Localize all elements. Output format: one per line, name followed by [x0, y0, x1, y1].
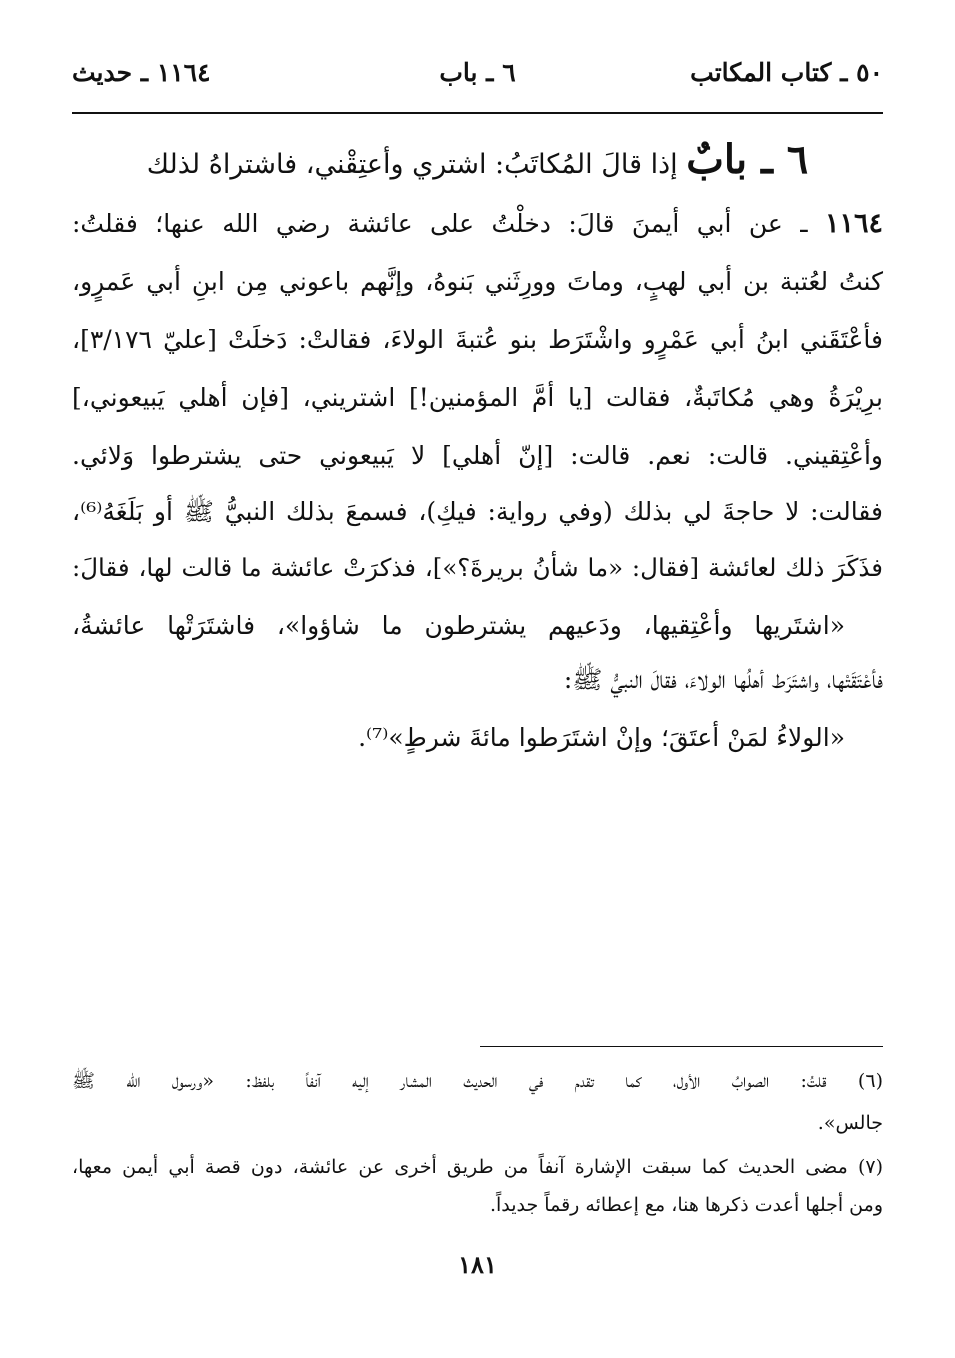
chapter-title [72, 135, 883, 190]
chapter-title-text: إذا قالَ المُكاتَبُ: اشتري وأعتِقْني، فاشتراهُ لذلك [146, 149, 678, 180]
chapter-number-label: ٦ ـ بابٌ [686, 136, 809, 183]
running-header [72, 58, 883, 94]
body-line: فأعْتَقَني ابنُ أبي عَمْرٍو واشْتَرَط بنو عُتبةَ الولاءَ، فقالتْ: دَخلَتْ [عليّ ٣/١٧٦]، [72, 325, 883, 354]
header-book-title: ٥٠ ـ كتاب المكاتب [690, 58, 883, 87]
header-hadith-label: ١١٦٤ ـ حديث [72, 58, 211, 87]
footnote-line: (٧) مضى الحديث كما سبقت الإشارة آنفاً من طريق أخرى عن عائشة، دون قصة أبي أيمن معها، [72, 1156, 883, 1178]
page-number: ١٨١ [458, 1250, 497, 1279]
body-line: فأعْتَقَتْها، واشتَرَط أهلُها الولاءَ، فقالَ النبيُّ ﷺ: [563, 665, 883, 694]
footnote-divider [480, 1046, 883, 1047]
hadith-number: ١١٦٤ [824, 208, 883, 239]
quote-line: «الولاءُ لمَنْ أعتَقَ؛ وإنْ اشتَرَطوا مائةَ شرطٍ»⁽⁷⁾. [358, 723, 845, 752]
header-chapter-label: ٦ ـ باب [439, 58, 516, 87]
body-line: برِيْرَةُ وهي مُكاتَبةٌ، فقالت [يا أمَّ المؤمنين!] اشتريني، [فإن أهلي يَبيعوني،] [72, 383, 883, 412]
header-divider [72, 112, 883, 114]
body-line: كنتُ لعُتبة بن أبي لهبٍ، وماتَ وورِثَني بَنوهُ، وإنَّهم باعوني مِن ابنِ أبي عَمرٍو، [72, 267, 883, 296]
body-line [72, 200, 883, 248]
body-line: فقالت: لا حاجةَ لي بذلك (وفي رواية: فيكِ)، فسمعَ بذلك النبيُّ ﷺ أو بَلَغَهُ⁽⁶⁾، [72, 497, 883, 526]
body-line: فذَكَرَ ذلك لعائشة [فقال: «ما شأنُ بريرةَ؟»]، فذكرَتْ عائشة ما قالت لها، فقالَ: [72, 553, 883, 582]
footnote-line: جالس». [817, 1112, 883, 1134]
body-line: وأعْتِقيني. قالت: نعم. قالت: [إنّ أهلي] لا يَبيعوني حتى يشترطوا وَلائي. [72, 441, 883, 470]
footnote-line: ومن أجلها أعدت ذكرها هنا، مع إعطائه رقماً جديداً. [489, 1194, 883, 1216]
body-line-text: ـ عن أبي أيمنَ قالَ: دخلْتُ على عائشة رضي الله عنها؛ فقلتُ: [72, 209, 808, 238]
footnote-line: (٦) قلتُ: الصوابُ الأول، كما تقدم في الحديث المشار إليه آنفاً بلفظ: «ورسول الله ﷺ [72, 1070, 883, 1092]
body-line: «اشتَريها وأعْتِقيها، ودَعيهم يشترطون ما شاؤوا»، فاشتَرَتْها عائشةُ، [72, 611, 845, 640]
